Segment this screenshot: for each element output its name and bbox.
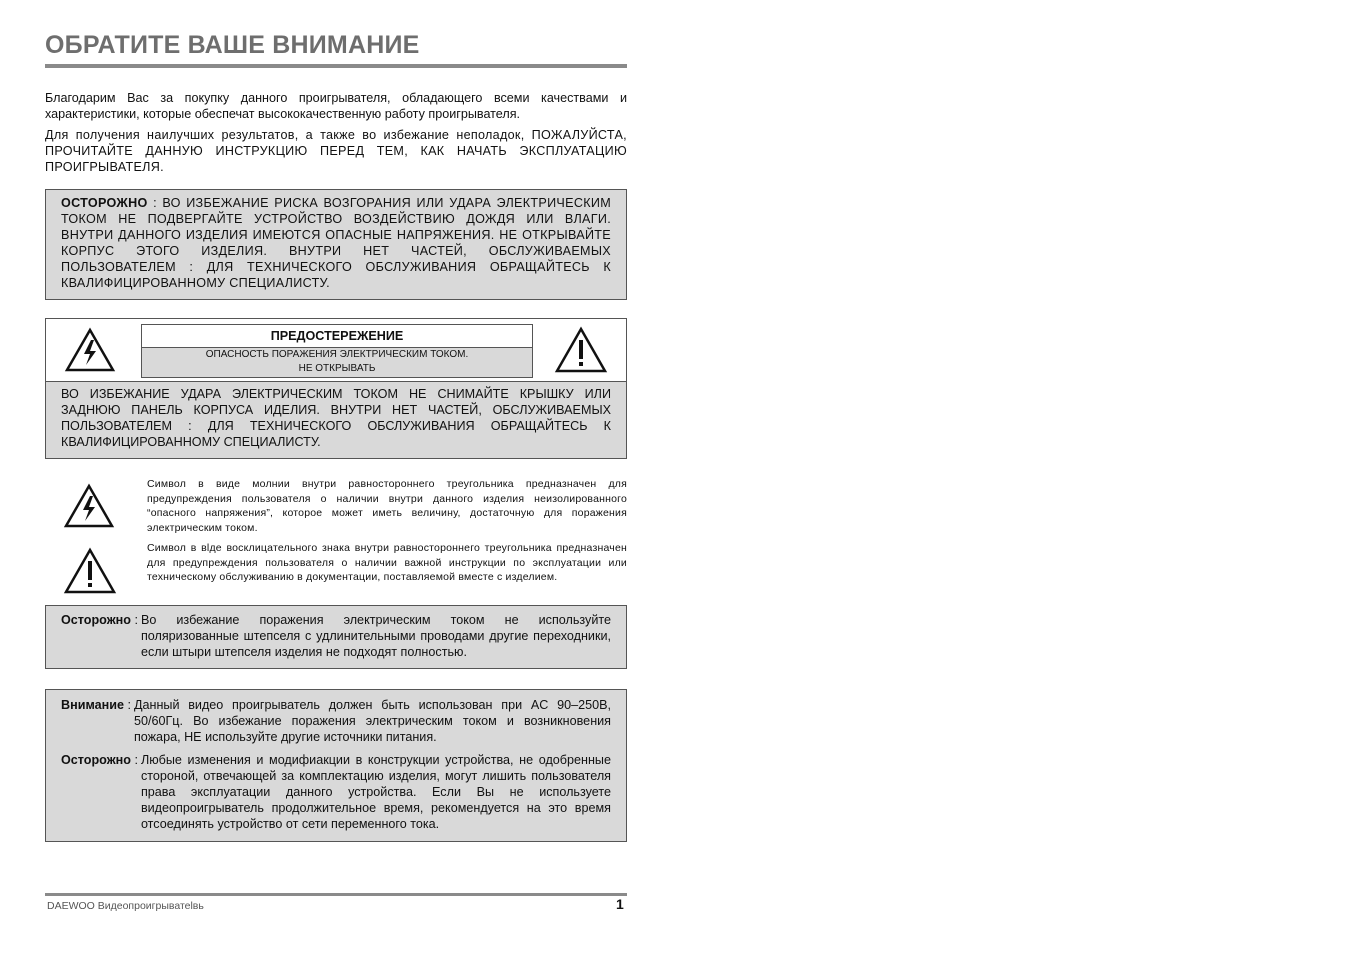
intro-paragraph: Благодарим Вас за покупку данного проигрывателя, обладающего всеми качествами и характеристики, которые обеспечат высококачественную работу проигрывателя. (45, 91, 627, 121)
note-label: Осторожно : (61, 612, 138, 627)
symbol-explanation-lightning (45, 477, 627, 535)
warning-panel (45, 318, 627, 459)
warning-label-subtitle (142, 348, 532, 377)
lightning-triangle-icon (63, 483, 115, 534)
caution-row (61, 752, 611, 832)
attention-box-power (45, 689, 627, 842)
footer-rule (45, 893, 627, 896)
page-title: ОБРАТИТЕ ВАШЕ ВНИМАНИЕ (45, 31, 420, 59)
exclamation-symbol-text: Символ в вlде восклицательного знака внутри равностороннего треугольника предназначен для предупреждения пользователя о наличии важной инструкции по эксплуатации или техническому обслуживанию в документации, поставляемой вместе с изделием. (147, 542, 627, 583)
caution-text: : ВО ИЗБЕЖАНИЕ РИСКА ВОЗГОРАНИЯ ИЛИ УДАРА ЭЛЕКТРИЧЕСКИМ ТОКОМ НЕ ПОДВЕРГАЙТЕ УСТРОЙСТВО ВОЗДЕЙСТВИЮ ДОЖДЯ ИЛИ ВЛАГИ. ВНУТРИ ДАННОГО ИЗДЕЛИЯ ИМЕЮТСЯ ОПАСНЫЕ НАПРЯЖЕНИЯ. НЕ ОТКРЫВАЙТЕ КОРПУС ЭТОГО ИЗДЕЛИЯ. ВНУТРИ НЕТ ЧАСТЕЙ, ОБСЛУЖИВАЕМЫХ ПОЛЬЗОВАТЕЛЕМ : ДЛЯ ТЕХНИЧЕСКОГО ОБСЛУЖИВАНИЯ ОБРАЩАЙТЕСЬ К КВАЛИФИЦИРОВАННОМУ СПЕЦИАЛИСТУ. (61, 196, 611, 290)
warning-label-title: ПРЕДОСТЕРЕЖЕНИЕ (142, 325, 532, 348)
exclamation-triangle-icon (63, 547, 117, 600)
note-text: Во избежание поражения электрическим током не используйте поляризованные штепселя с удлинительными проводами другие переходники, если штыри штепселя изделия не подходят полностью. (140, 612, 611, 659)
attention-label: Внимание : (61, 697, 131, 712)
caution-box-fire (45, 189, 627, 300)
warning-label-area (46, 319, 626, 382)
attention-text: Данный видео проигрыватель должен быть использован при AC 90–250В, 50/60Гц. Во избежание поражения электрическим током и возникновения пожара, НЕ используйте другие источники питания. (133, 697, 611, 744)
title-rule (45, 64, 627, 68)
symbol-explanation-exclamation (45, 541, 627, 585)
note-row (61, 612, 611, 660)
warning-label (141, 324, 533, 378)
warning-body: ВО ИЗБЕЖАНИЕ УДАРА ЭЛЕКТРИЧЕСКИМ ТОКОМ НЕ СНИМАЙТЕ КРЫШКУ ИЛИ ЗАДНЮЮ ПАНЕЛЬ КОРПУСА ИДЕЛИЯ. ВНУТРИ НЕТ ЧАСТЕЙ, ОБСЛУЖИВАЕМЫХ ПОЛЬЗОВАТЕЛЕМ : ДЛЯ ТЕХНИЧЕСКОГО ОБСЛУЖИВАНИЯ ОБРАЩАЙТЕСЬ К КВАЛИФИЦИРОВАННОМУ СПЕЦИАЛИСТУ. (46, 382, 626, 458)
attention-row (61, 697, 611, 745)
footer-brand: DAEWOO Видеопроигрыватеlвь (47, 900, 204, 912)
caution-label: ОСТОРОЖНО (61, 196, 148, 210)
warning-label-line2: НЕ ОТКРЫВАТЬ (298, 363, 376, 374)
exclamation-triangle-icon (554, 326, 608, 379)
caution-mod-label: Осторожно : (61, 752, 138, 767)
warning-label-line1: ОПАСНОСТЬ ПОРАЖЕНИЯ ЭЛЕКТРИЧЕСКИМ ТОКОМ. (205, 349, 469, 360)
caution-box-plug (45, 605, 627, 669)
page-number: 1 (616, 896, 624, 912)
document-page (45, 30, 627, 842)
lightning-triangle-icon (64, 327, 116, 378)
lightning-symbol-text: Символ в виде молнии внутри равностороннего треугольника предназначен для предупреждения пользователя о наличии внутри данного изделия неизолированного “опасного напряжения”, которое может иметь величину, достаточную для поражения электрическим током. (147, 478, 627, 534)
intro-instruction-paragraph: Для получения наилучших результатов, а также во избежание неполадок, ПОЖАЛУЙСТА, ПРОЧИТАЙТЕ ДАННУЮ ИНСТРУКЦИЮ ПЕРЕД ТЕМ, КАК НАЧАТЬ ЭКСПЛУАТАЦИЮ ПРОИГРЫВАТЕЛЯ. (45, 128, 627, 174)
caution-mod-text: Любые изменения и модифиакции в конструкции устройства, не одобренные стороной, отвечающей за комплектацию изделия, могут лишить пользователя права эксплуатации данного устройства. Если Вы не используете видеопроигрыватель продолжительное время, рекомендуется на это время отсоединять устройство от сети переменного тока. (140, 752, 611, 831)
